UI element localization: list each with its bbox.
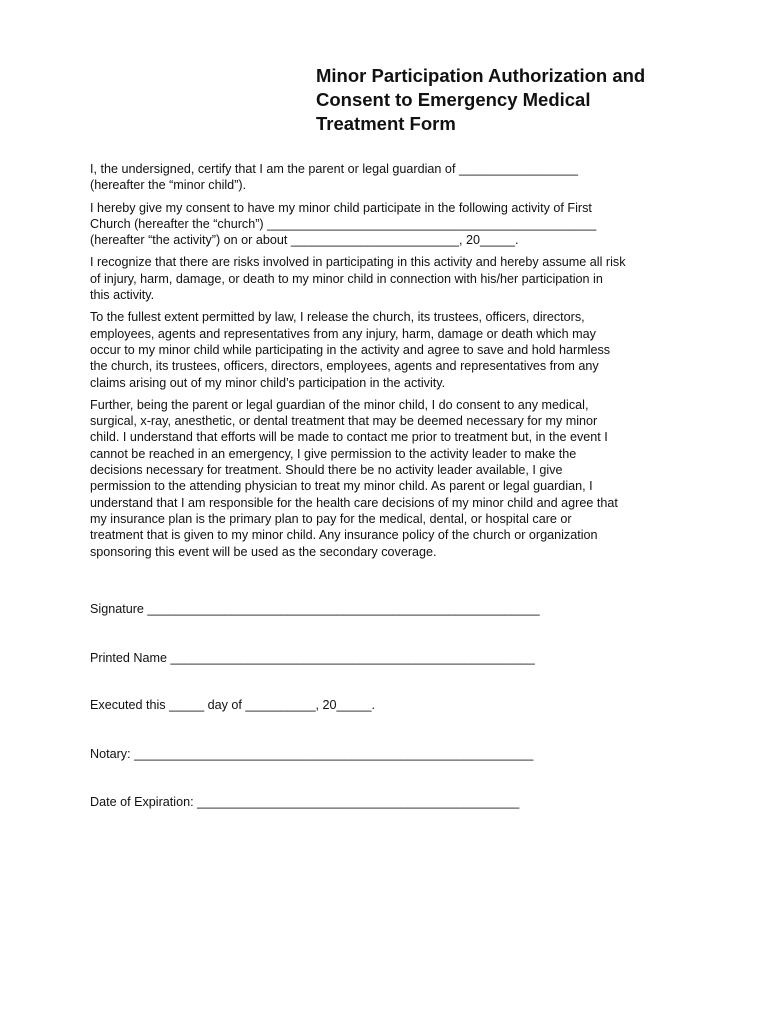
text-line: I recognize that there are risks involved in participating in this activity and hereby assume all risk xyxy=(90,255,626,270)
text-line: my insurance plan is the primary plan to pay for the medical, dental, or hospital care or xyxy=(90,511,572,526)
text-line: cannot be reached in an emergency, I give permission to the activity leader to make the xyxy=(90,446,577,461)
title-line: Consent to Emergency Medical xyxy=(316,89,591,110)
execution-date-field[interactable]: Executed this _____ day of __________, 20_____. xyxy=(90,698,375,712)
text-line: child. I understand that efforts will be made to contact me prior to treatment but, in the event I xyxy=(90,430,608,445)
text-line: surgical, x-ray, anesthetic, or dental treatment that may be deemed necessary for my minor xyxy=(90,414,598,429)
text-line: understand that I am responsible for the health care decisions of my minor child and agree that xyxy=(90,495,618,510)
text-line: To the fullest extent permitted by law, I release the church, its trustees, officers, directors, xyxy=(90,310,585,325)
risk-acknowledgement-paragraph xyxy=(90,254,690,303)
text-line: I, the undersigned, certify that I am the parent or legal guardian of _________________ xyxy=(90,162,579,176)
form-title xyxy=(316,64,716,136)
text-line: Church (hereafter the “church”) _______________________________________________ xyxy=(90,216,597,231)
text-line: (hereafter “the activity”) on or about ________________________, 20_____. xyxy=(90,233,519,248)
notary-field[interactable]: Notary: _________________________________________________________ xyxy=(90,747,534,761)
title-line: Treatment Form xyxy=(316,113,456,134)
text-line: claims arising out of my minor child’s participation in the activity. xyxy=(90,375,446,390)
text-line: occur to my minor child while participating in the activity and agree to save and hold harmless xyxy=(90,342,611,357)
text-line: (hereafter the “minor child”). xyxy=(90,178,247,193)
signature-field[interactable]: Signature ________________________________________________________ xyxy=(90,602,540,616)
text-line: of injury, harm, damage, or death to my minor child in connection with his/her participation in xyxy=(90,271,603,286)
medical-consent-paragraph xyxy=(90,397,690,560)
text-line: I hereby give my consent to have my minor child participate in the following activity of First xyxy=(90,200,592,215)
text-line: the church, its trustees, officers, directors, employees, agents and representatives from any xyxy=(90,359,599,374)
text-line: this activity. xyxy=(90,288,155,303)
activity-consent-paragraph xyxy=(90,200,690,249)
text-line: treatment that is given to my minor child. Any insurance policy of the church or organization xyxy=(90,528,598,543)
text-line: sponsoring this event will be used as the secondary coverage. xyxy=(90,544,437,559)
text-line: Further, being the parent or legal guardian of the minor child, I do consent to any medical, xyxy=(90,397,589,412)
expiration-date-field[interactable]: Date of Expiration: ______________________________________________ xyxy=(90,795,520,809)
text-line: employees, agents and representatives from any injury, harm, damage or death which may xyxy=(90,326,596,341)
text-line: decisions necessary for treatment. Should there be no activity leader available, I give xyxy=(90,463,563,478)
title-line: Minor Participation Authorization and xyxy=(316,65,646,86)
release-paragraph xyxy=(90,309,690,390)
printed-name-field[interactable]: Printed Name ____________________________________________________ xyxy=(90,651,535,665)
form-body xyxy=(90,161,690,566)
guardian-certification-paragraph xyxy=(90,161,690,194)
text-line: permission to the attending physician to treat my minor child. As parent or legal guardian, I xyxy=(90,479,593,494)
